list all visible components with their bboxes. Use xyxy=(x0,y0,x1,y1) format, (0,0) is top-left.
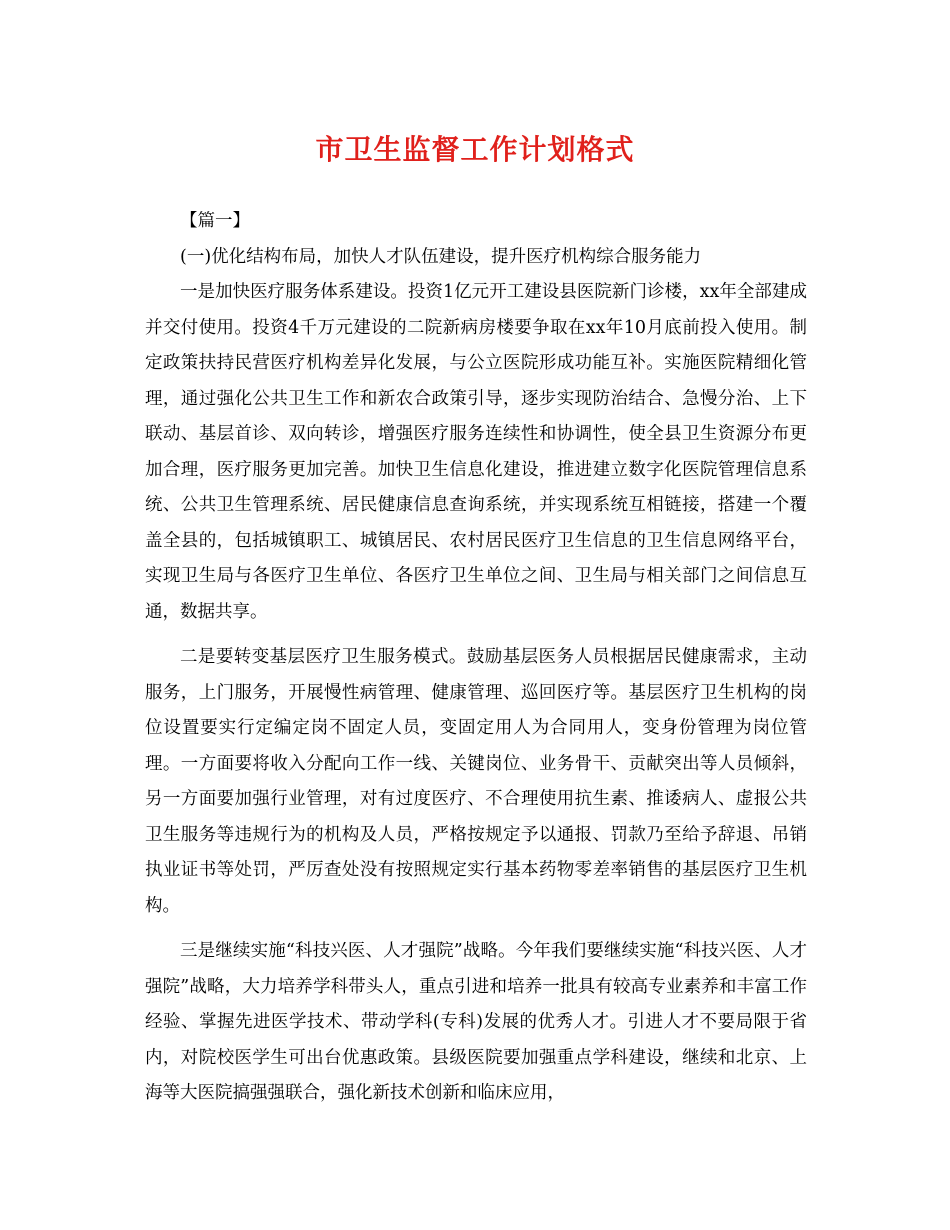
section-label: 【篇一】 xyxy=(180,211,250,231)
paragraph-2: 二是要转变基层医疗卫生服务模式。鼓励基层医务人员根据居民健康需求，主动服务，上门服务，开展慢性病管理、健康管理、巡回医疗等。基层医疗卫生机构的岗位设置要实行定编定岗不固定人员，变固定用人为合同用人，变身份管理为岗位管理。一方面要将收入分配向工作一线、关键岗位、业务骨干、贡献突出等人员倾斜，另一方面要加强行业管理，对有过度医疗、不合理使用抗生素、推诿病人、虚报公共卫生服务等违规行为的机构及人员，严格按规定予以通报、罚款乃至给予辞退、吊销执业证书等处罚，严厉查处没有按照规定实行基本药物零差率销售的基层医疗卫生机构。 xyxy=(145,647,807,916)
document-title: 市卫生监督工作计划格式 xyxy=(315,133,635,166)
subheading: (一)优化结构布局，加快人才队伍建设，提升医疗机构综合服务能力 xyxy=(180,246,702,267)
paragraph-1: 一是加快医疗服务体系建设。投资1亿元开工建设县医院新门诊楼，xx年全部建成并交付使用。投资4千万元建设的二院新病房楼要争取在xx年10月底前投入使用。制定政策扶持民营医疗机构差异化发展，与公立医院形成功能互补。实施医院精细化管理，通过强化公共卫生工作和新农合政策引导，逐步实现防治结合、急慢分治、上下联动、基层首诊、双向转诊，增强医疗服务连续性和协调性，使全县卫生资源分布更加合理，医疗服务更加完善。加快卫生信息化建设，推进建立数字化医院管理信息系统、公共卫生管理系统、居民健康信息查询系统，并实现系统互相链接，搭建一个覆盖全县的，包括城镇职工、城镇居民、农村居民医疗卫生信息的卫生信息网络平台，实现卫生局与各医疗卫生单位、各医疗卫生单位之间、卫生局与相关部门之间信息互通，数据共享。 xyxy=(145,282,807,622)
paragraph-3: 三是继续实施“科技兴医、人才强院”战略。今年我们要继续实施“科技兴医、人才强院”战略，大力培养学科带头人，重点引进和培养一批具有较高专业素养和丰富工作经验、掌握先进医学技术、带动学科(专科)发展的优秀人才。引进人才不要局限于省内，对院校医学生可出台优惠政策。县级医院要加强重点学科建设，继续和北京、上海等大医院搞强强联合，强化新技术创新和临床应用， xyxy=(145,941,807,1103)
document-body xyxy=(145,204,807,1112)
